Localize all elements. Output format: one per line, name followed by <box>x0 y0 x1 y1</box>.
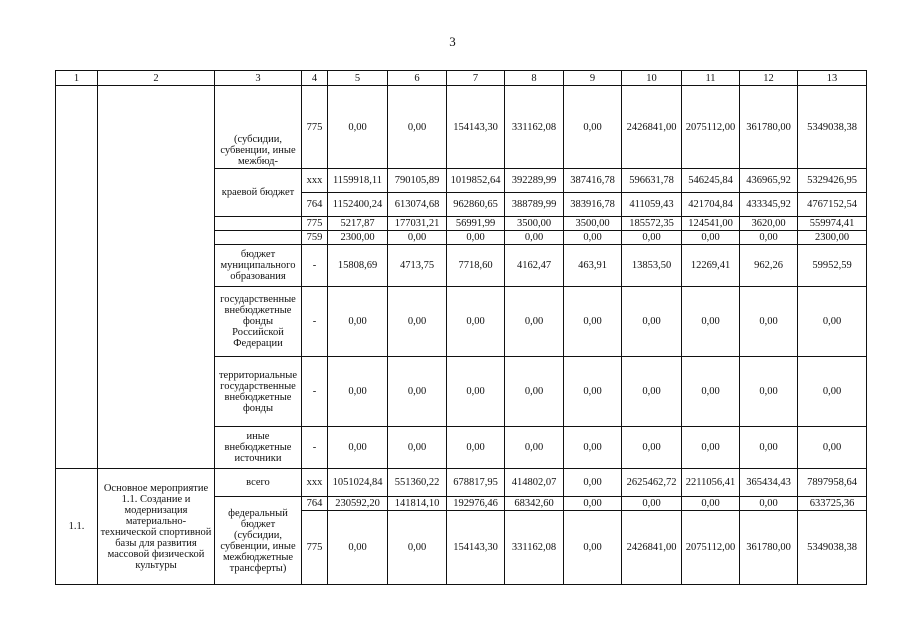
value-cell: 4162,47 <box>505 245 564 287</box>
value-cell: 4767152,54 <box>798 193 867 217</box>
source-cell: государственные внебюджетные фонды Российской Федерации <box>215 287 302 357</box>
value-cell: 0,00 <box>682 427 740 469</box>
value-cell: 154143,30 <box>447 86 505 169</box>
header-cell: 6 <box>388 71 447 86</box>
header-cell: 7 <box>447 71 505 86</box>
header-cell: 13 <box>798 71 867 86</box>
value-cell: 0,00 <box>622 427 682 469</box>
value-cell: 0,00 <box>740 231 798 245</box>
value-cell: 392289,99 <box>505 169 564 193</box>
value-cell: 414802,07 <box>505 469 564 497</box>
value-cell: 546245,84 <box>682 169 740 193</box>
value-cell: 0,00 <box>388 231 447 245</box>
value-cell: 436965,92 <box>740 169 798 193</box>
code-cell: xxx <box>302 469 328 497</box>
event-name-cell <box>98 86 215 469</box>
value-cell: 0,00 <box>682 357 740 427</box>
value-cell: 0,00 <box>564 287 622 357</box>
value-cell: 411059,43 <box>622 193 682 217</box>
value-cell: 0,00 <box>505 287 564 357</box>
value-cell: 0,00 <box>388 511 447 585</box>
header-cell: 11 <box>682 71 740 86</box>
value-cell: 551360,22 <box>388 469 447 497</box>
header-cell: 10 <box>622 71 682 86</box>
value-cell: 2211056,41 <box>682 469 740 497</box>
value-cell: 463,91 <box>564 245 622 287</box>
value-cell: 383916,78 <box>564 193 622 217</box>
value-cell: 0,00 <box>505 231 564 245</box>
value-cell: 2625462,72 <box>622 469 682 497</box>
value-cell: 678817,95 <box>447 469 505 497</box>
source-cell: федеральный бюджет (субсидии, субвенции, иные межбюджетные трансферты) <box>215 497 302 585</box>
value-cell: 0,00 <box>564 427 622 469</box>
value-cell: 433345,92 <box>740 193 798 217</box>
value-cell: 0,00 <box>564 357 622 427</box>
source-cell: всего <box>215 469 302 497</box>
value-cell: 0,00 <box>388 287 447 357</box>
value-cell: 962860,65 <box>447 193 505 217</box>
value-cell: 0,00 <box>622 357 682 427</box>
source-cell: иные внебюджетные источники <box>215 427 302 469</box>
value-cell: 0,00 <box>447 357 505 427</box>
value-cell: 1019852,64 <box>447 169 505 193</box>
code-cell: - <box>302 245 328 287</box>
value-cell: 15808,69 <box>328 245 388 287</box>
value-cell: 1159918,11 <box>328 169 388 193</box>
value-cell: 0,00 <box>622 231 682 245</box>
value-cell: 7718,60 <box>447 245 505 287</box>
value-cell: 387416,78 <box>564 169 622 193</box>
value-cell: 596631,78 <box>622 169 682 193</box>
code-cell: 775 <box>302 217 328 231</box>
value-cell: 56991,99 <box>447 217 505 231</box>
value-cell: 0,00 <box>447 231 505 245</box>
value-cell: 331162,08 <box>505 511 564 585</box>
value-cell: 361780,00 <box>740 86 798 169</box>
source-cell: бюджет муниципального образования <box>215 245 302 287</box>
value-cell: 0,00 <box>798 357 867 427</box>
source-cell: (субсидии, субвенции, иные межбюд- <box>215 86 302 169</box>
code-cell: 775 <box>302 511 328 585</box>
value-cell: 2300,00 <box>328 231 388 245</box>
value-cell: 2075112,00 <box>682 86 740 169</box>
value-cell: 962,26 <box>740 245 798 287</box>
value-cell: 0,00 <box>447 427 505 469</box>
value-cell: 0,00 <box>622 287 682 357</box>
code-cell: 759 <box>302 231 328 245</box>
value-cell: 633725,36 <box>798 497 867 511</box>
code-cell: xxx <box>302 169 328 193</box>
value-cell: 0,00 <box>798 427 867 469</box>
source-cell <box>215 217 302 231</box>
value-cell: 0,00 <box>564 497 622 511</box>
value-cell: 0,00 <box>564 511 622 585</box>
value-cell: 4713,75 <box>388 245 447 287</box>
header-cell: 4 <box>302 71 328 86</box>
code-cell: 764 <box>302 193 328 217</box>
source-cell: территориальные государственные внебюджетные фонды <box>215 357 302 427</box>
value-cell: 0,00 <box>388 357 447 427</box>
value-cell: 3500,00 <box>564 217 622 231</box>
value-cell: 0,00 <box>447 287 505 357</box>
value-cell: 0,00 <box>682 287 740 357</box>
source-cell <box>215 231 302 245</box>
value-cell: 154143,30 <box>447 511 505 585</box>
header-cell: 9 <box>564 71 622 86</box>
value-cell: 2075112,00 <box>682 511 740 585</box>
value-cell: 0,00 <box>328 511 388 585</box>
value-cell: 0,00 <box>740 427 798 469</box>
row-number-cell: 1.1. <box>56 469 98 585</box>
value-cell: 0,00 <box>740 497 798 511</box>
value-cell: 192976,46 <box>447 497 505 511</box>
value-cell: 0,00 <box>564 231 622 245</box>
value-cell: 1051024,84 <box>328 469 388 497</box>
value-cell: 2300,00 <box>798 231 867 245</box>
value-cell: 0,00 <box>328 86 388 169</box>
event-name-cell: Основное мероприятие 1.1. Создание и модернизация материально-технической спортивной базы для развития массовой физической культуры <box>98 469 215 585</box>
source-cell: краевой бюджет <box>215 169 302 217</box>
value-cell: 5217,87 <box>328 217 388 231</box>
table-row <box>56 86 867 169</box>
value-cell: 0,00 <box>328 427 388 469</box>
value-cell: 2426841,00 <box>622 511 682 585</box>
value-cell: 0,00 <box>388 86 447 169</box>
value-cell: 0,00 <box>682 497 740 511</box>
header-cell: 2 <box>98 71 215 86</box>
value-cell: 5349038,38 <box>798 86 867 169</box>
code-cell: - <box>302 427 328 469</box>
value-cell: 177031,21 <box>388 217 447 231</box>
value-cell: 185572,35 <box>622 217 682 231</box>
value-cell: 0,00 <box>622 497 682 511</box>
value-cell: 0,00 <box>740 287 798 357</box>
code-cell: - <box>302 287 328 357</box>
value-cell: 0,00 <box>740 357 798 427</box>
value-cell: 5329426,95 <box>798 169 867 193</box>
value-cell: 12269,41 <box>682 245 740 287</box>
row-number-cell <box>56 86 98 469</box>
header-cell: 8 <box>505 71 564 86</box>
code-cell: 764 <box>302 497 328 511</box>
header-cell: 12 <box>740 71 798 86</box>
header-cell: 3 <box>215 71 302 86</box>
value-cell: 2426841,00 <box>622 86 682 169</box>
table-row <box>56 469 867 497</box>
value-cell: 0,00 <box>505 357 564 427</box>
header-cell: 5 <box>328 71 388 86</box>
value-cell: 68342,60 <box>505 497 564 511</box>
value-cell: 365434,43 <box>740 469 798 497</box>
header-row <box>56 71 867 86</box>
value-cell: 559974,41 <box>798 217 867 231</box>
value-cell: 0,00 <box>505 427 564 469</box>
value-cell: 141814,10 <box>388 497 447 511</box>
value-cell: 0,00 <box>798 287 867 357</box>
value-cell: 0,00 <box>328 287 388 357</box>
value-cell: 59952,59 <box>798 245 867 287</box>
value-cell: 790105,89 <box>388 169 447 193</box>
value-cell: 613074,68 <box>388 193 447 217</box>
value-cell: 7897958,64 <box>798 469 867 497</box>
budget-table <box>55 70 867 585</box>
value-cell: 5349038,38 <box>798 511 867 585</box>
value-cell: 331162,08 <box>505 86 564 169</box>
value-cell: 3500,00 <box>505 217 564 231</box>
value-cell: 0,00 <box>564 86 622 169</box>
value-cell: 421704,84 <box>682 193 740 217</box>
code-cell: - <box>302 357 328 427</box>
value-cell: 0,00 <box>388 427 447 469</box>
code-cell: 775 <box>302 86 328 169</box>
value-cell: 0,00 <box>328 357 388 427</box>
value-cell: 1152400,24 <box>328 193 388 217</box>
value-cell: 124541,00 <box>682 217 740 231</box>
value-cell: 13853,50 <box>622 245 682 287</box>
value-cell: 230592,20 <box>328 497 388 511</box>
value-cell: 388789,99 <box>505 193 564 217</box>
value-cell: 0,00 <box>682 231 740 245</box>
value-cell: 361780,00 <box>740 511 798 585</box>
value-cell: 0,00 <box>564 469 622 497</box>
page-number: 3 <box>449 34 456 49</box>
value-cell: 3620,00 <box>740 217 798 231</box>
header-cell: 1 <box>56 71 98 86</box>
